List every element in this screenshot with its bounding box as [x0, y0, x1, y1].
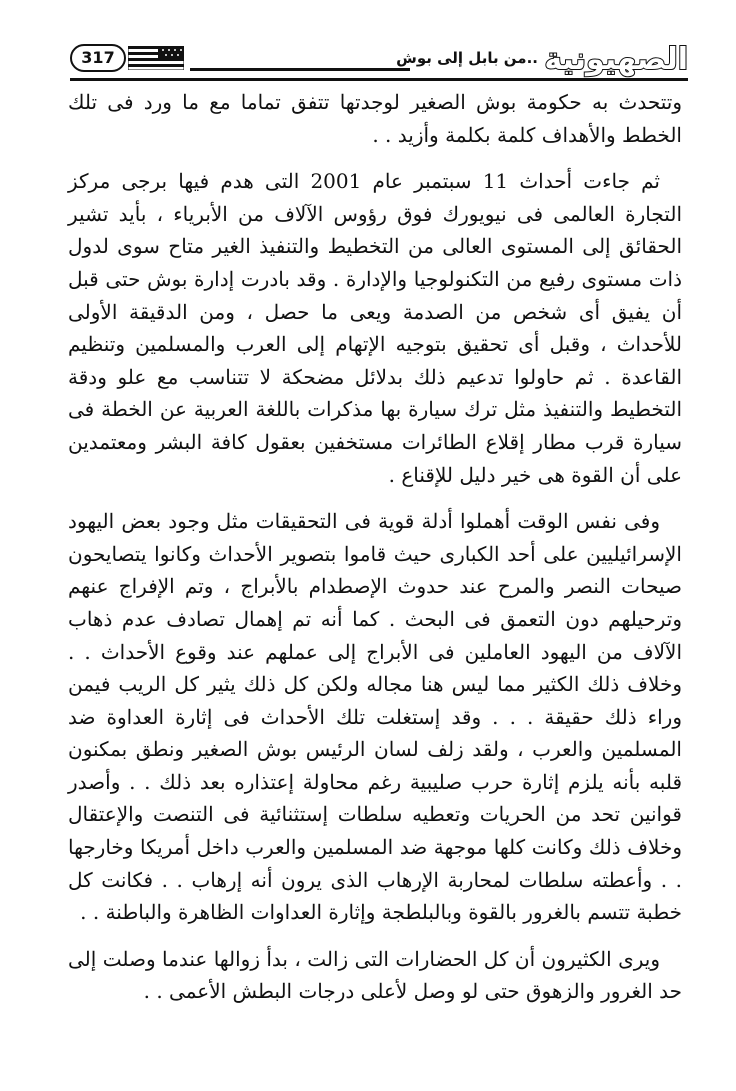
page-body — [68, 86, 682, 1022]
paragraph: ويرى الكثيرون أن كل الحضارات التى زالت ، بدأ زوالها عندما وصلت إلى حد الغرور والزهوق حتى لو وصل لأعلى درجات البطش الأعمى . . — [68, 946, 682, 1004]
page-number: 317 — [70, 44, 126, 72]
paragraph-continued: وتتحدث به حكومة بوش الصغير لوجدتها تتفق تماما مع ما ورد فى تلك الخطط والأهداف كلمة بكلمة وأزيد . . — [68, 90, 682, 147]
paragraph: وفى نفس الوقت أهملوا أدلة قوية فى التحقيقات مثل وجود بعض اليهود الإسرائيليين على أحد الكبارى حيث قاموا بتصوير الأحداث وكانوا يتصايحون صيحات النصر والمرح عند حدوث الإصطدام بالأبراج ، وتم الإفراج عنهم وترحيلهم دون التعمق فى البحث . كما أنه تم إهمال تصادف عدم ذهاب الآلاف من اليهود العاملين فى الأبراج إلى عملهم عند وقوع الأحداث . . وخلاف ذلك الكثير مما ليس هنا مجاله ولكن كل ذلك يثير كل الريب فيمن وراء ذلك حقيقة . . . وقد إستغلت تلك الأحداث فى إثارة العداوة ضد المسلمين والعرب ، ولقد زلف لسان الرئيس بوش الصغير ونطق بمكنون قلبه بأنه يلزم إثارة حرب صليبية رغم محاولة إعتذاره بعد ذلك . . وأصدر قوانين تحد من الحريات وتعطيه سلطات إستثنائية فى التنصت والإعتقال وخلاف ذلك وكانت كلها موجهة ضد المسلمين والعرب داخل أمريكا وخارجها . . وأعطته سلطات لمحاربة الإرهاب الذى يرون أنه إرهاب . . فكانت كل خطبة تتسم بالغرور بالقوة وبالبلطجة وإثارة العداوات الظاهرة والباطنة . . — [68, 509, 682, 925]
book-title: الصهيونية — [544, 42, 688, 77]
header-divider — [190, 68, 410, 71]
paragraph: ثم جاءت أحداث 11 سبتمبر عام 2001 التى هدم فيها برجى مركز التجارة العالمى فى نيويورك فوق رؤوس الآلاف من الأبرياء ، بأيد تشير الحقائق إلى المستوى العالى من التخطيط والتنفيذ الغير متاح سوى لدول ذات مستوى رفيع من التكنولوجيا والإدارة . وقد بادرت إدارة بوش حتى قبل أن يفيق أى شخص من الصدمة ويعى ما حصل ، ومن الدقيقة الأولى للأحداث ، وقبل أى تحقيق بتوجيه الإتهام إلى العرب والمسلمين وتنظيم القاعدة . ثم حاولوا تدعيم ذلك بدلائل مضحكة لا تتناسب مع علو ودقة التخطيط والتنفيذ مثل ترك سيارة بها مذكرات باللغة العربية عن الخطة فى سيارة قرب مطار إقلاع الطائرات مستخفين بعقول كافة البشر ومعتمدين على أن القوة هى خير دليل للإقناع . — [68, 169, 682, 487]
book-subtitle: ..من بابل إلى بوش — [396, 49, 538, 67]
running-header — [70, 40, 688, 82]
us-flag-icon — [128, 46, 184, 70]
header-underline — [70, 78, 688, 81]
